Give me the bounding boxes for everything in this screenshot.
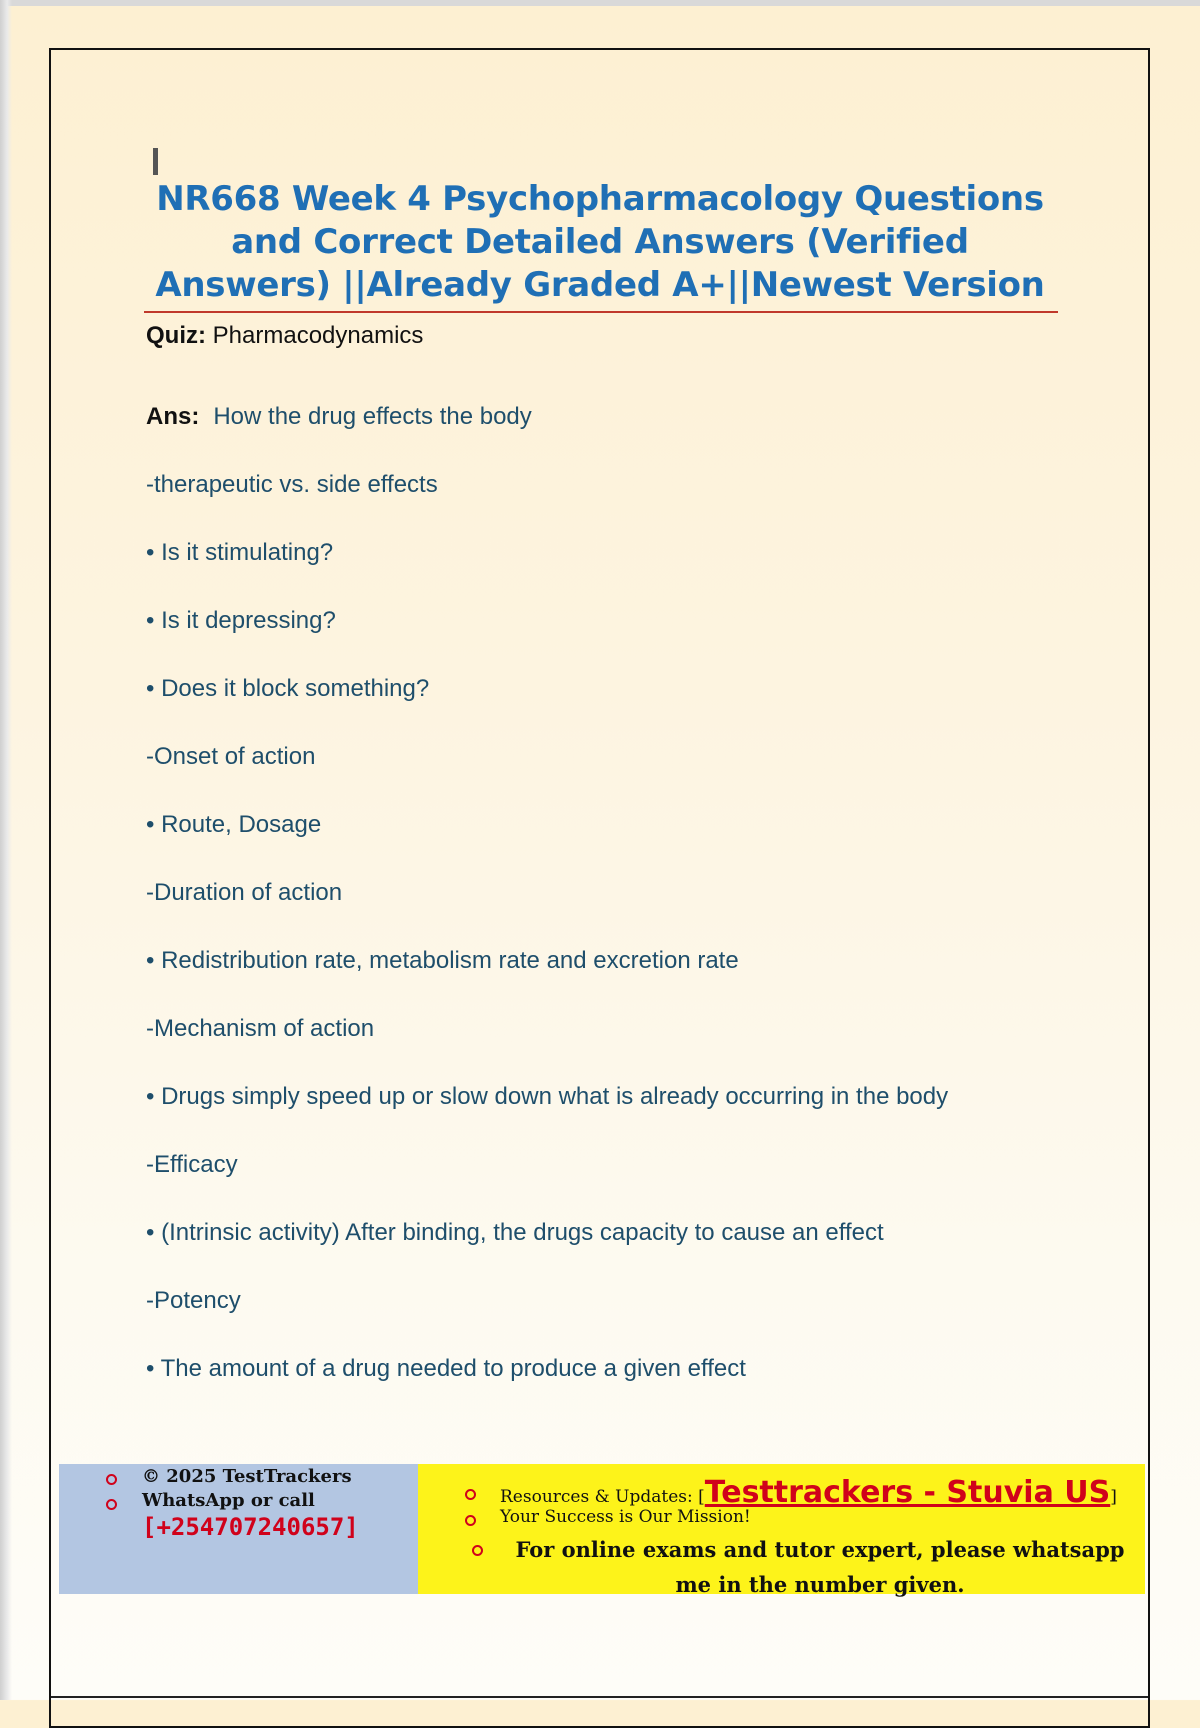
answer-line: • Drugs simply speed up or slow down what is already occurring in the body bbox=[146, 1083, 949, 1110]
footer-contact-label: WhatsApp or call bbox=[142, 1490, 315, 1511]
footer-resources-label: Resources & Updates: [ bbox=[500, 1487, 705, 1507]
window-top-edge bbox=[0, 0, 1200, 6]
answer-line: • Redistribution rate, metabolism rate and excretion rate bbox=[146, 947, 739, 974]
footer-mission: Your Success is Our Mission! bbox=[500, 1507, 751, 1527]
answer-line: -Mechanism of action bbox=[146, 1015, 375, 1042]
circle-bullet-icon bbox=[106, 1499, 117, 1510]
document-title: NR668 Week 4 Psychopharmacology Questions and Correct Detailed Answers (Verified Answers) ||Already Graded A+||Newest Version bbox=[155, 179, 1045, 305]
title-underline bbox=[144, 311, 1058, 313]
answer-heading bbox=[146, 403, 532, 431]
page-bottom-edge bbox=[51, 1696, 1148, 1698]
answer-line: -Onset of action bbox=[146, 743, 316, 770]
answer-line: -Efficacy bbox=[146, 1151, 238, 1178]
circle-bullet-icon bbox=[465, 1515, 476, 1526]
text-cursor bbox=[153, 148, 158, 175]
window-left-edge bbox=[0, 0, 12, 1700]
footer-resources-line bbox=[500, 1475, 1117, 1510]
answer-lines bbox=[146, 471, 948, 1423]
testtrackers-stuvia-link[interactable]: Testtrackers - Stuvia US bbox=[704, 1475, 1111, 1510]
footer-phone-number: [+254707240657] bbox=[142, 1513, 359, 1541]
circle-bullet-icon bbox=[472, 1545, 483, 1556]
answer-line: -Duration of action bbox=[146, 879, 343, 906]
footer-copyright: © 2025 TestTrackers bbox=[142, 1466, 352, 1487]
footer-resources-close: ] bbox=[1110, 1487, 1117, 1507]
answer-text: How the drug effects the body bbox=[213, 403, 532, 430]
quiz-text: Pharmacodynamics bbox=[212, 322, 424, 349]
answer-label: Ans: bbox=[146, 403, 200, 430]
circle-bullet-icon bbox=[106, 1474, 117, 1485]
answer-line: -Potency bbox=[146, 1287, 241, 1314]
answer-line: • Does it block something? bbox=[146, 675, 430, 702]
footer-tutor-text: For online exams and tutor expert, please whatsapp me in the number given. bbox=[515, 1537, 1125, 1597]
answer-line: • Route, Dosage bbox=[146, 811, 322, 838]
quiz-label: Quiz: bbox=[146, 322, 206, 349]
answer-line: -therapeutic vs. side effects bbox=[146, 471, 438, 498]
answer-line: • The amount of a drug needed to produce a given effect bbox=[146, 1355, 746, 1382]
answer-line: • Is it depressing? bbox=[146, 607, 336, 634]
answer-line: • Is it stimulating? bbox=[146, 539, 334, 566]
quiz-question bbox=[146, 322, 423, 350]
answer-line: • (Intrinsic activity) After binding, the drugs capacity to cause an effect bbox=[146, 1219, 884, 1246]
circle-bullet-icon bbox=[465, 1489, 476, 1500]
